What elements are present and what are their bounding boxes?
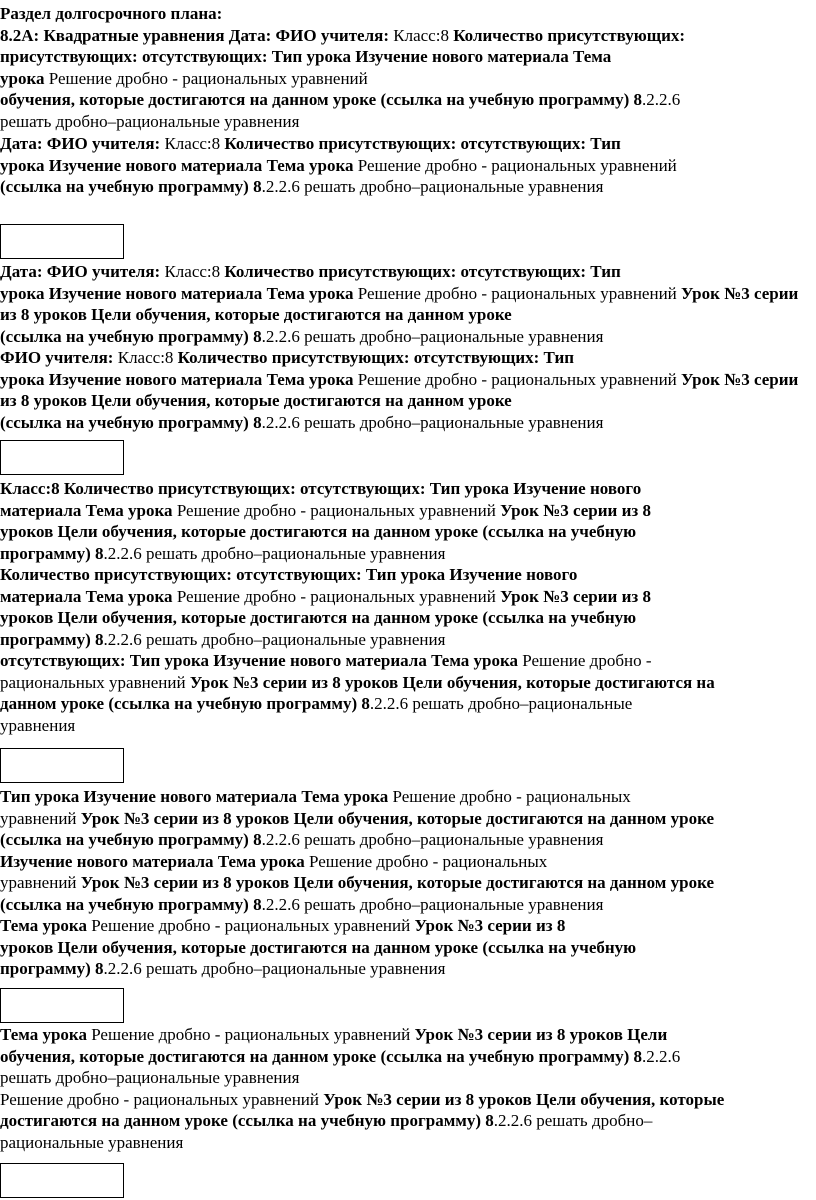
empty-box-1: [0, 224, 124, 259]
empty-box-5: [0, 1163, 124, 1198]
empty-box-2: [0, 440, 124, 475]
section-heading-paragraph: Раздел долгосрочного плана: 8.2А: Квадратные уравнения Дата: ФИО учителя: Класс:8 Количество присутствующих: присутствующих: отсутствующих: Тип урока Изучение нового материала Тема урока Решение дробно - рациональных уравнений обучения, которые достигаются на данном уроке (ссылка на учебную программу) 8.2.2.6 решать дробно–рациональные уравнения: [0, 4, 686, 131]
teacher-label: ФИО учителя:: [275, 25, 390, 45]
lesson-paragraph-4: Класс:8 Количество присутствующих: отсутствующих: Тип урока Изучение нового материала Тема урока Решение дробно - рациональных уравнений Урок №3 серии из 8 уроков Цели обучения, которые достигаются на данном уроке (ссылка на учебную программу) 8.2.2.6 решать дробно–рациональные уравнения Количество присутствующих: отсутствующих: Тип урока Изучение нового материала Тема урока Решение дробно - рациональных уравнений Урок №3 серии из 8 уроков Цели обучения, которые достигаются на данном уроке (ссылка на учебную программу) 8.2.2.6 решать дробно–рациональные уравнения отсутствующих: Тип урока Изучение нового материала Тема урока Решение дробно - рациональных уравнений Урок №3 серии из 8 уроков Цели обучения, которые достигаются на данном уроке (ссылка на учебную программу) 8.2.2.6 решать дробно–рациональные уравнения: [0, 479, 715, 735]
empty-box-4: [0, 988, 124, 1023]
lesson-paragraph-6: Тема урока Решение дробно - рациональных уравнений Урок №3 серии из 8 уроков Цели обучения, которые достигаются на данном уроке (ссылка на учебную программу) 8.2.2.6 решать дробно–рациональные уравнения Решение дробно - рациональных уравнений Урок №3 серии из 8 уроков Цели обучения, которые достигаются на данном уроке (ссылка на учебную программу) 8.2.2.6 решать дробно– рациональные уравнения: [0, 1025, 725, 1152]
section-label: Раздел долгосрочного плана:: [0, 4, 223, 23]
empty-box-3: [0, 748, 124, 783]
date-label: Дата:: [228, 25, 272, 45]
lesson-paragraph-3: Дата: ФИО учителя: Класс:8 Количество присутствующих: отсутствующих: Тип урока Изучение нового материала Тема урока Решение дробно - рациональных уравнений Урок №3 серии из 8 уроков Цели обучения, которые достигаются на данном уроке (ссылка на учебную программу) 8.2.2.6 решать дробно–рациональные уравнения ФИО учителя: Класс:8 Количество присутствующих: отсутствующих: Тип урока Изучение нового материала Тема урока Решение дробно - рациональных уравнений Урок №3 серии из 8 уроков Цели обучения, которые достигаются на данном уроке (ссылка на учебную программу) 8.2.2.6 решать дробно–рациональные уравнения: [0, 262, 799, 432]
lesson-paragraph-2: Дата: ФИО учителя: Класс:8 Количество присутствующих: отсутствующих: Тип урока Изучение нового материала Тема урока Решение дробно - рациональных уравнений (ссылка на учебную программу) 8.2.2.6 решать дробно–рациональные уравнения: [0, 134, 677, 196]
section-value: 8.2А: Квадратные уравнения: [0, 25, 225, 45]
lesson-paragraph-5: Тип урока Изучение нового материала Тема урока Решение дробно - рациональных уравнений Урок №3 серии из 8 уроков Цели обучения, которые достигаются на данном уроке (ссылка на учебную программу) 8.2.2.6 решать дробно–рациональные уравнения Изучение нового материала Тема урока Решение дробно - рациональных уравнений Урок №3 серии из 8 уроков Цели обучения, которые достигаются на данном уроке (ссылка на учебную программу) 8.2.2.6 решать дробно–рациональные уравнения Тема урока Решение дробно - рациональных уравнений Урок №3 серии из 8 уроков Цели обучения, которые достигаются на данном уроке (ссылка на учебную программу) 8.2.2.6 решать дробно–рациональные уравнения: [0, 787, 714, 978]
